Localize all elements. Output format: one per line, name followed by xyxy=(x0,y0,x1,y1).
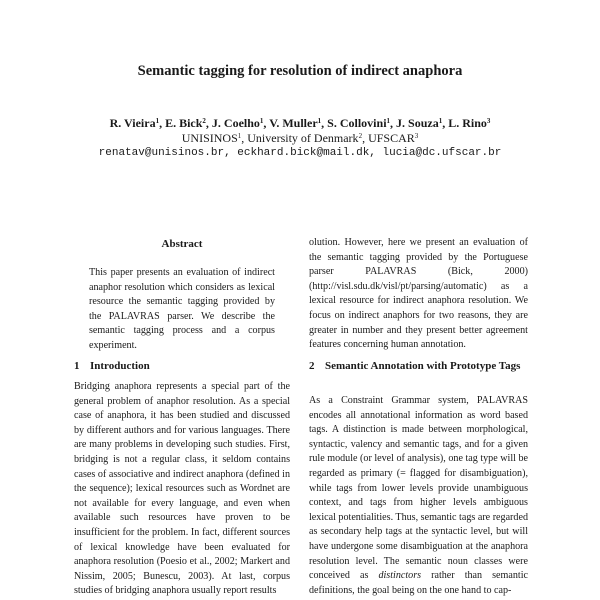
author-affiliation-marker: 1 xyxy=(259,117,264,125)
author-affiliation-marker: 3 xyxy=(486,117,491,125)
section-2-title: Semantic Annotation with Prototype Tags xyxy=(325,360,521,372)
author-affiliation-marker: 1 xyxy=(438,117,443,125)
affiliation-separator: , xyxy=(241,131,248,145)
right-column-intro-text: olution. However, here we present an evaluation of the semantic tagging provided by the Portuguese parser PALAVRAS (Bick, 2000) (http://visl.sdu.dk/visl/pt/parsing/automatic) as a lexical resource for indirect anaphora resolution. We focus on indirect anaphors for two reasons, they are greater in number and they present better agreement features concerning human annotation. xyxy=(309,237,528,351)
author-name: S. Collovini xyxy=(327,116,387,130)
author-name: J. Souza xyxy=(396,116,439,130)
abstract-heading: Abstract xyxy=(161,238,203,250)
section-2-emphasis: distinctors xyxy=(378,570,422,582)
author-name: R. Vieira xyxy=(109,116,156,130)
section-2-text xyxy=(309,394,528,598)
author-affiliation-marker: 1 xyxy=(155,117,160,125)
affiliation-name: University of Denmark xyxy=(247,131,359,145)
author-affiliation-marker: 2 xyxy=(202,117,206,125)
affiliation-marker: 3 xyxy=(414,132,419,140)
section-1-heading xyxy=(74,359,290,373)
author-name: L. Rino xyxy=(448,116,487,130)
author-name: E. Bick xyxy=(165,116,203,130)
abstract-text: This paper presents an evaluation of indirect anaphor resolution which considers as lexical resource the semantic tagging provided by the PALAVRAS parser. We describe the semantic tagging process and a corpus experiment. xyxy=(89,267,275,351)
author-affiliation-marker: 1 xyxy=(386,117,391,125)
paper-title: Semantic tagging for resolution of indirect anaphora xyxy=(137,63,463,79)
affiliation-name: UNISINOS xyxy=(181,131,238,145)
section-1-number: 1 xyxy=(74,360,80,372)
author-name: V. Muller xyxy=(269,116,318,130)
section-2-text-part2: rather than semantic definitions, the goal being on the one hand to cap- xyxy=(309,570,529,596)
author-name: J. Coelho xyxy=(211,116,260,130)
author-emails: renatav@unisinos.br, eckhard.bick@mail.dk, lucia@dc.ufscar.br xyxy=(98,147,502,159)
author-affiliation-marker: 1 xyxy=(317,117,322,125)
affiliation-name: UFSCAR xyxy=(368,131,415,145)
affiliations xyxy=(0,131,600,146)
affiliation-marker: 2 xyxy=(358,132,363,140)
section-2-heading xyxy=(309,359,528,373)
author-list: R. Vieira$^1$, E. Bick$^2$, J. Coelho$^1$, V. Muller$^1$, S. Collovini$^1$, J. Souza$^1$, L. Rino$^3$ xyxy=(109,116,491,130)
section-1-text: Bridging anaphora represents a special part of the general problem of anaphor resolution. As a special case of anaphora, it has been studied and discussed by different authors and for various languages. There are many problems in developing such studies. First, bridging is not a regular class, it seldom contains cases of associative and indirect anaphora (defined in the sequence); lexical resources such as Wordnet are not available for every language, and even when available such resources have proven to be insufficient for the problem. In fact, different sources of lexical knowledge have been evaluated for anaphora resolution (Poesio et al., 2002; Markert and Nissim, 2005; Bunescu, 2003). At last, corpus studies of bridging anaphora usually report results xyxy=(74,381,290,597)
section-2-number: 2 xyxy=(309,360,315,372)
section-2-text-part1: As a Constraint Grammar system, PALAVRAS encodes all annotational information as word based tags. A distinction is made between morphological, syntactic, valency and semantic tags, and for a given rule module (or level of analysis), one tag type will be regarded as primary (= flagged for disambiguation), while tags from lower levels provide unambiguous context, and tags from higher levels ambiguous lexical potentialities. Thus, semantic tags are regarded as secondary help tags at the syntactic level, but will have undergone some disambiguation at the anaphora resolution level. The semantic noun classes were conceived as xyxy=(309,395,528,582)
section-1-title: Introduction xyxy=(90,360,150,372)
affiliation-separator: , xyxy=(362,131,369,145)
affiliation-marker: 1 xyxy=(237,132,242,140)
